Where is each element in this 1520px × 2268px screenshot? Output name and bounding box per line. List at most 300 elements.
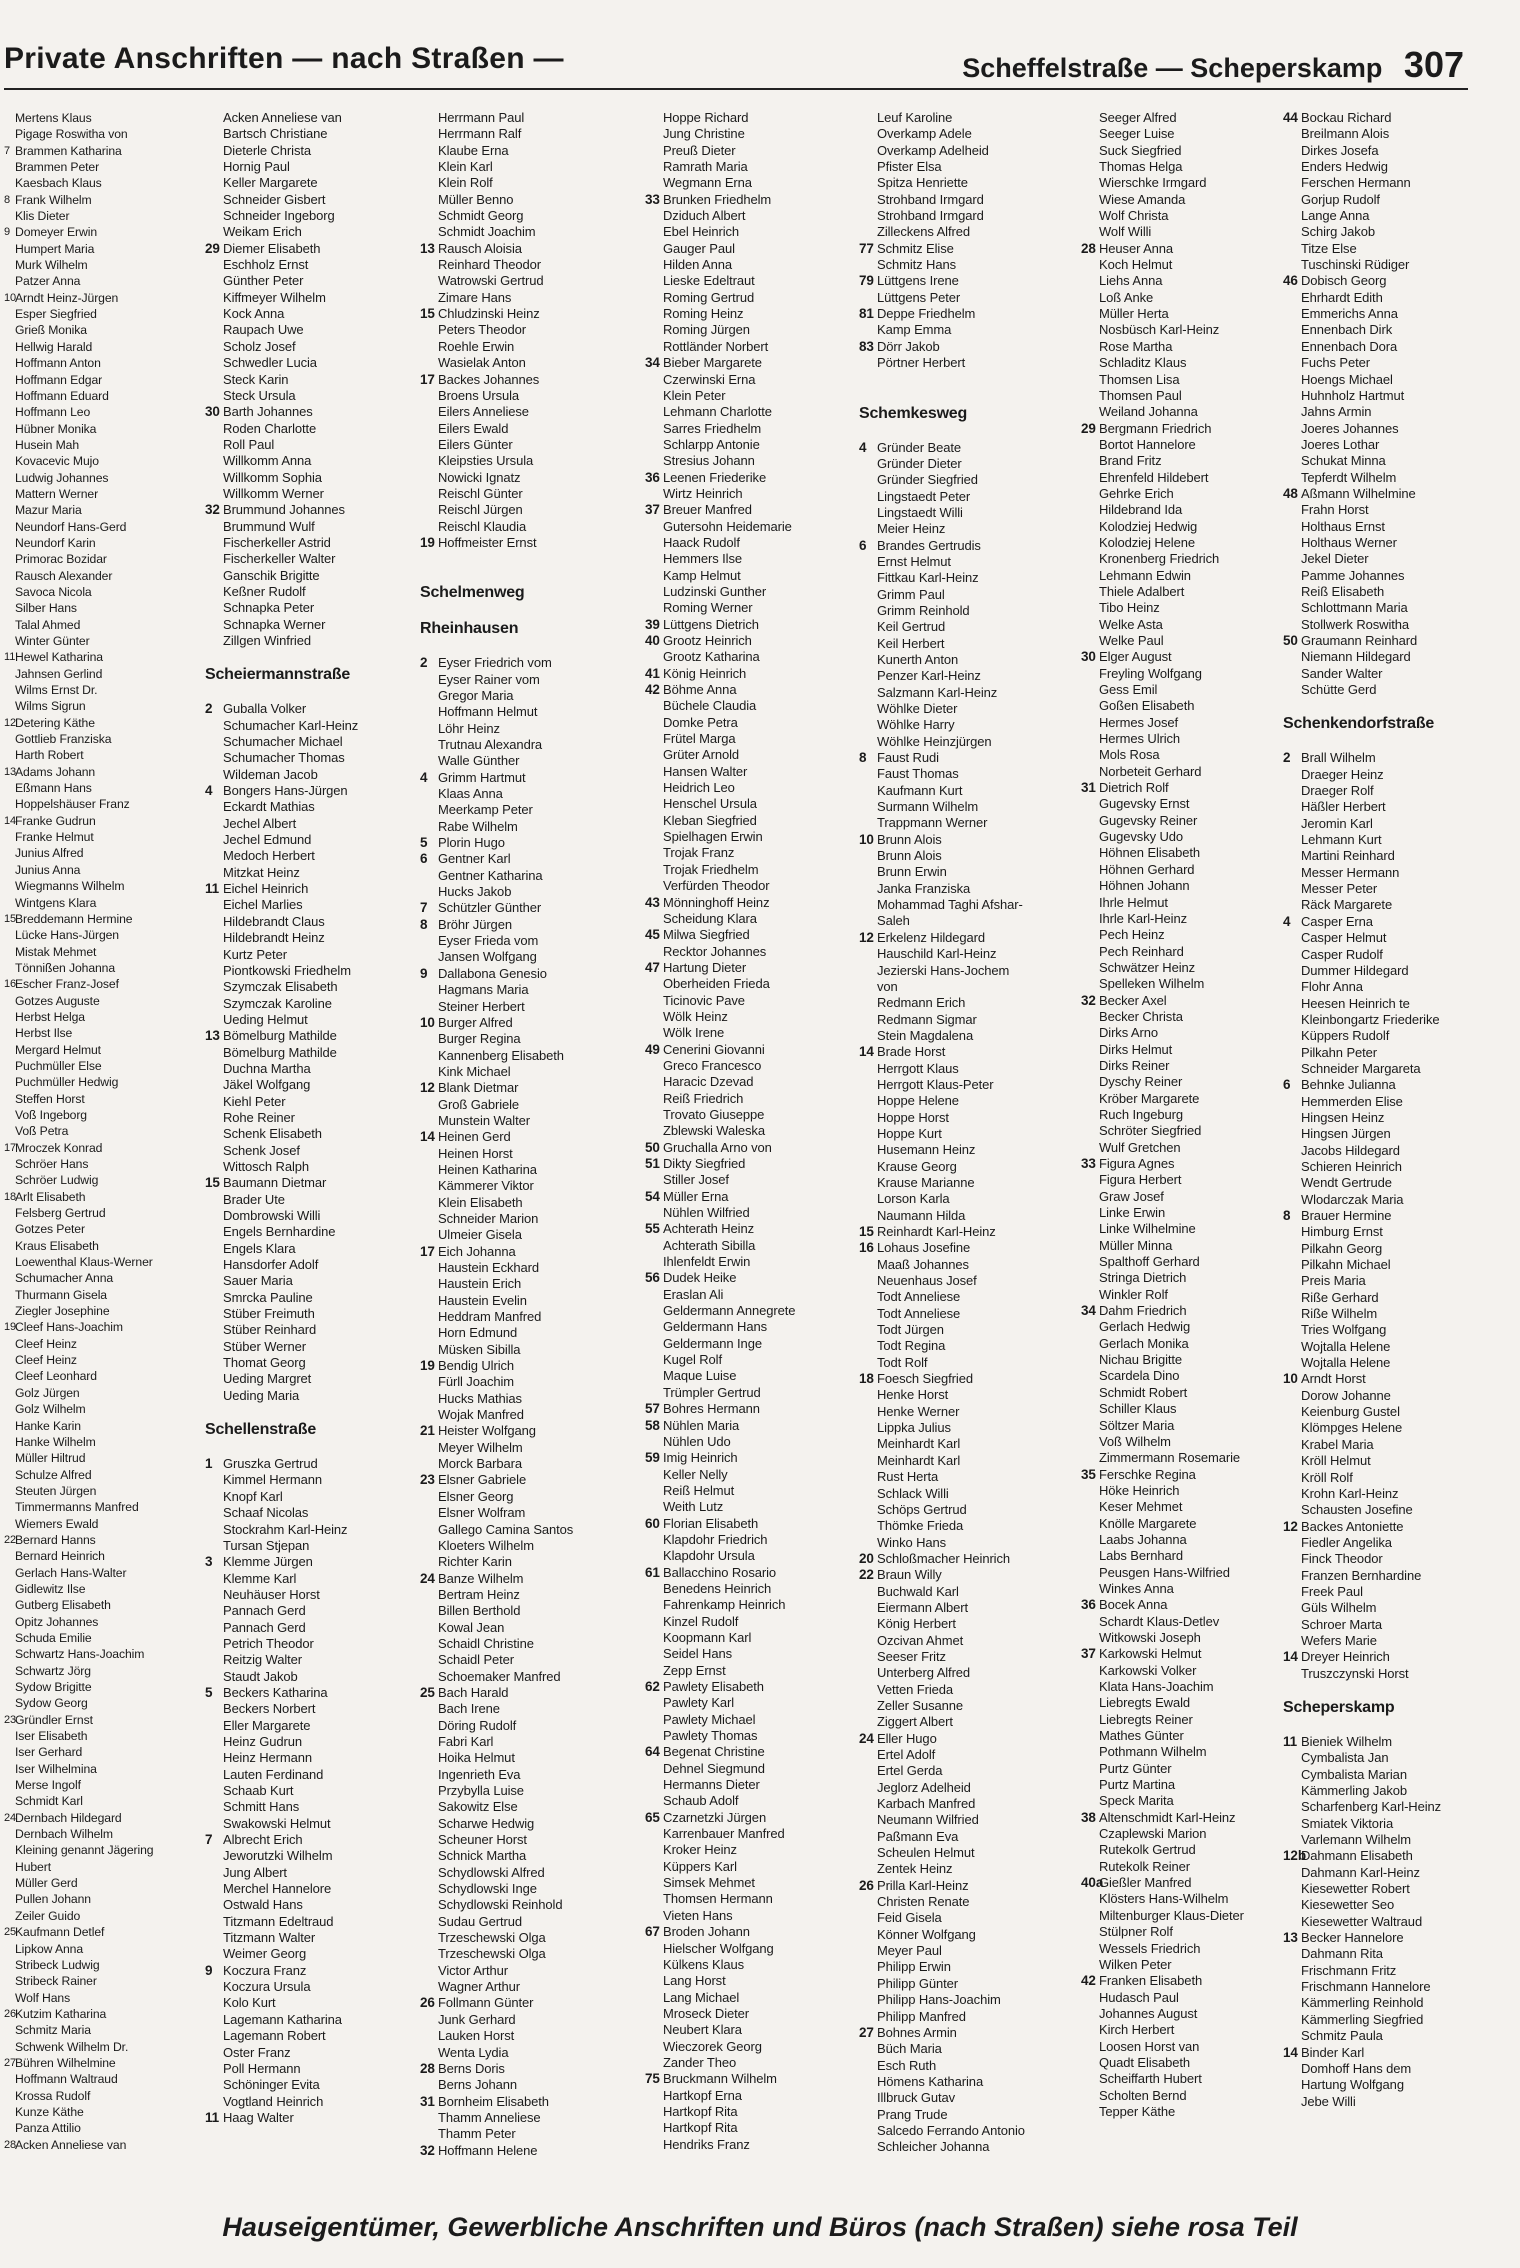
resident-name: Krohn Karl-Heinz: [1301, 1485, 1399, 1501]
directory-entry: [420, 1064, 634, 1080]
house-number: 15: [205, 1175, 220, 1191]
directory-entry: [859, 1306, 1073, 1322]
resident-name: Suck Siegfried: [1099, 142, 1182, 158]
resident-name: Brummund Wulf: [223, 518, 315, 534]
directory-entry: [4, 1744, 218, 1760]
directory-entry: [1283, 273, 1497, 289]
directory-entry: [1283, 1306, 1497, 1322]
directory-entry: [645, 241, 859, 257]
resident-name: Koczura Franz: [223, 1962, 307, 1978]
resident-name: Stribeck Ludwig: [15, 1957, 100, 1972]
resident-name: Titzmann Walter: [223, 1930, 316, 1946]
resident-name: Gerlach Monika: [1099, 1335, 1189, 1351]
directory-entry: [645, 1957, 859, 1973]
directory-entry: [205, 1734, 419, 1750]
resident-name: Husein Mah: [15, 437, 80, 452]
resident-name: Ticinovic Pave: [663, 992, 745, 1008]
resident-name: Gruszka Gertrud: [223, 1456, 318, 1472]
resident-name: Blank Dietmar: [438, 1080, 519, 1096]
directory-entry: [1283, 1061, 1497, 1077]
resident-name: Varlemann Wilhelm: [1301, 1832, 1412, 1848]
resident-name: Grootz Katharina: [663, 649, 760, 665]
directory-entry: [645, 1761, 859, 1777]
resident-name: Burger Alfred: [438, 1014, 513, 1030]
resident-name: Ehrenfeld Hildebert: [1099, 469, 1209, 485]
resident-name: Bertram Heinz: [438, 1586, 520, 1602]
resident-name: Dorow Johanne: [1301, 1387, 1391, 1403]
resident-name: Tuschinski Rüdiger: [1301, 257, 1410, 273]
resident-name: Christen Renate: [877, 1894, 970, 1910]
resident-name: Ziegler Josephine: [15, 1304, 110, 1319]
resident-name: Dirkes Josefa: [1301, 142, 1379, 158]
directory-entry: [4, 241, 218, 257]
directory-entry: [645, 895, 859, 911]
directory-entry: [4, 2071, 218, 2087]
resident-name: Weiland Johanna: [1099, 404, 1198, 420]
resident-name: Loß Anke: [1099, 289, 1154, 305]
house-number: 62: [645, 1679, 660, 1694]
resident-name: Herrgott Klaus: [877, 1060, 959, 1076]
directory-entry: [1283, 750, 1497, 766]
directory-entry: [4, 388, 218, 404]
resident-name: Todt Regina: [877, 1338, 946, 1354]
resident-name: Timmermanns Manfred: [15, 1500, 139, 1515]
directory-entry: [4, 257, 218, 273]
directory-entry: [4, 1287, 218, 1303]
resident-name: Ludwig Johannes: [15, 470, 109, 485]
directory-entry: [205, 2077, 419, 2093]
street-heading: Schemkesweg: [859, 404, 968, 422]
directory-entry: [645, 355, 859, 371]
directory-entry: [205, 1110, 419, 1126]
resident-name: Pannach Gerd: [223, 1619, 306, 1635]
resident-name: Fischerkeller Walter: [223, 551, 336, 567]
resident-name: Stockrahm Karl-Heinz: [223, 1521, 348, 1537]
directory-entry: [1081, 1712, 1295, 1728]
directory-entry: [1283, 1633, 1497, 1649]
directory-entry: [645, 1319, 859, 1335]
resident-name: Messer Hermann: [1301, 864, 1400, 880]
directory-entry: [645, 1499, 859, 1515]
directory-entry: [645, 1597, 859, 1613]
resident-name: Karrenbauer Manfred: [663, 1826, 785, 1842]
directory-entry: [645, 1483, 859, 1499]
resident-name: Victor Arthur: [438, 1962, 508, 1978]
directory-entry: [420, 126, 634, 142]
directory-entry: [205, 1538, 419, 1554]
resident-name: Czerwinski Erna: [663, 371, 756, 387]
resident-name: Kamp Emma: [877, 322, 952, 338]
directory-entry: [859, 1992, 1073, 2008]
street-heading: Schenkendorfstraße: [1283, 715, 1435, 733]
directory-entry: [859, 1486, 1073, 1502]
resident-name: Klein Elisabeth: [438, 1194, 523, 1210]
directory-entry: [1081, 1597, 1295, 1613]
resident-name: Thomsen Lisa: [1099, 371, 1180, 387]
spacer: [205, 685, 419, 701]
directory-entry: [205, 421, 419, 437]
directory-entry: [4, 1189, 218, 1205]
directory-entry: [859, 1420, 1073, 1436]
resident-name: Pech Heinz: [1099, 927, 1165, 943]
resident-name: Przybylla Luise: [438, 1783, 524, 1798]
directory-entry: [859, 489, 1073, 505]
resident-name: Scholten Bernd: [1099, 2087, 1187, 2103]
resident-name: Hermes Josef: [1099, 714, 1178, 730]
resident-name: Eraslan Ali: [663, 1286, 724, 1302]
resident-name: Henke Werner: [877, 1403, 960, 1419]
directory-entry: [1283, 1783, 1497, 1799]
resident-name: Gauger Paul: [663, 240, 735, 256]
resident-name: Kämmerling Siegfried: [1301, 2011, 1424, 2027]
directory-entry: [859, 963, 1073, 979]
directory-entry: [645, 780, 859, 796]
resident-name: Rottländer Norbert: [663, 338, 769, 354]
directory-entry: [645, 993, 859, 1009]
resident-name: Keienburg Gustel: [1301, 1404, 1400, 1420]
page-number: 307: [1403, 44, 1464, 85]
house-number: 44: [1283, 110, 1298, 125]
resident-name: Pothmann Wilhelm: [1099, 1744, 1207, 1760]
directory-entry: [4, 2120, 218, 2136]
house-number: 42: [1081, 1973, 1096, 1989]
directory-entry: [1081, 1744, 1295, 1760]
house-number: 10: [4, 291, 17, 304]
directory-entry: [1081, 551, 1295, 567]
resident-name: Winter Günter: [15, 634, 90, 648]
resident-name: Nühlen Maria: [663, 1417, 740, 1433]
house-number: 26: [859, 1877, 874, 1893]
directory-entry: [859, 652, 1073, 668]
resident-name: Hemmers Ilse: [663, 551, 742, 567]
directory-entry: [645, 1679, 859, 1695]
house-number: 11: [1283, 1733, 1298, 1749]
resident-name: Bohnes Armin: [877, 2024, 957, 2040]
resident-name: Eiermann Albert: [877, 1599, 968, 1615]
directory-entry: [645, 1581, 859, 1597]
resident-name: Heinz Hermann: [223, 1750, 313, 1766]
directory-entry: [420, 1652, 634, 1668]
resident-name: Jebe Willi: [1301, 2093, 1356, 2109]
resident-name: Acken Anneliese van: [223, 110, 342, 125]
resident-name: Elger August: [1099, 649, 1172, 665]
resident-name: Miltenburger Klaus-Dieter: [1099, 1907, 1244, 1923]
directory-entry: [1081, 1679, 1295, 1695]
directory-entry: [1081, 1336, 1295, 1352]
directory-entry: [645, 437, 859, 453]
directory-entry: [1081, 1319, 1295, 1335]
resident-name: Sydow Georg: [15, 1696, 88, 1711]
resident-name: Panza Attilio: [15, 2121, 81, 2136]
directory-entry: [859, 815, 1073, 831]
directory-entry: [1081, 2071, 1295, 2087]
directory-entry: [4, 1418, 218, 1434]
directory-entry: [1081, 976, 1295, 992]
directory-entry: [4, 976, 218, 992]
resident-name: Wagner Arthur: [438, 1979, 521, 1995]
house-number: 46: [1283, 273, 1298, 289]
directory-entry: [420, 1129, 634, 1145]
resident-name: Haustein Evelin: [438, 1292, 527, 1308]
house-number: 25: [420, 1684, 435, 1700]
house-number: 10: [859, 831, 874, 847]
directory-entry: [645, 502, 859, 518]
resident-name: Kolo Kurt: [223, 1995, 276, 2011]
resident-name: Lüttgens Peter: [877, 289, 961, 305]
directory-entry: [1081, 175, 1295, 191]
directory-entry: [859, 1812, 1073, 1828]
directory-entry: [4, 1875, 218, 1891]
directory-entry: [645, 470, 859, 486]
resident-name: Thomat Georg: [223, 1355, 306, 1371]
directory-entry: [1283, 208, 1497, 224]
resident-name: Emmerichs Anna: [1301, 306, 1398, 322]
resident-name: Meinhardt Karl: [877, 1452, 961, 1468]
directory-entry: [205, 241, 419, 257]
directory-entry: [1081, 649, 1295, 665]
resident-name: Klein Karl: [438, 159, 493, 175]
directory-entry: [4, 1679, 218, 1695]
resident-name: Zepp Ernst: [663, 1662, 726, 1678]
house-number: 28: [1081, 240, 1096, 256]
directory-entry: [645, 1172, 859, 1188]
house-number: 24: [859, 1730, 874, 1746]
house-number: 47: [645, 959, 660, 975]
resident-name: Heinen Katharina: [438, 1161, 537, 1177]
directory-entry: [4, 584, 218, 600]
resident-name: Holthaus Werner: [1301, 534, 1397, 550]
directory-entry: [645, 2022, 859, 2038]
resident-name: Backes Antoniette: [1301, 1518, 1404, 1534]
resident-name: Seeger Luise: [1099, 126, 1175, 142]
resident-name: Kock Anna: [223, 306, 285, 322]
directory-entry: [1283, 486, 1497, 502]
directory-entry: [205, 750, 419, 766]
resident-name: Billen Berthold: [438, 1603, 521, 1619]
directory-entry: [420, 2077, 634, 2093]
directory-entry: [859, 290, 1073, 306]
directory-entry: [645, 192, 859, 208]
directory-entry: [645, 813, 859, 829]
directory-entry: [645, 1091, 859, 1107]
resident-name: Rabe Wilhelm: [438, 818, 518, 834]
resident-name: Lauken Horst: [438, 2028, 515, 2044]
resident-name: Schmitz Hans: [877, 257, 956, 273]
directory-entry: [1081, 1091, 1295, 1107]
house-number: 6: [420, 851, 428, 867]
resident-name: Messer Peter: [1301, 881, 1378, 897]
directory-entry: [205, 470, 419, 486]
directory-entry: [205, 1061, 419, 1077]
house-number: 8: [1283, 1208, 1291, 1223]
resident-name: Holthaus Ernst: [1301, 518, 1385, 534]
spacer: [420, 603, 634, 619]
directory-entry: [4, 143, 218, 159]
resident-name: Roming Heinz: [663, 306, 744, 322]
house-number: 2: [205, 701, 213, 717]
resident-name: Kämmerer Viktor: [438, 1178, 534, 1194]
directory-entry: [1283, 224, 1497, 240]
resident-name: Kunerth Anton: [877, 651, 959, 667]
resident-name: Wölk Irene: [663, 1025, 725, 1041]
resident-name: Löhr Heinz: [438, 720, 500, 736]
resident-name: Liebregts Reiner: [1099, 1711, 1193, 1727]
resident-name: Schladitz Klaus: [1099, 355, 1187, 371]
house-number: 12: [1283, 1518, 1298, 1534]
directory-entry: [1081, 322, 1295, 338]
directory-entry: [1081, 796, 1295, 812]
directory-entry: [645, 1777, 859, 1793]
resident-name: Kronenberg Friedrich: [1099, 551, 1220, 567]
resident-name: Thomsen Paul: [1099, 387, 1182, 403]
resident-name: Fuchs Peter: [1301, 355, 1370, 371]
directory-entry: [1081, 1238, 1295, 1254]
directory-entry: [420, 437, 634, 453]
directory-entry: [1081, 1385, 1295, 1401]
resident-name: Weimer Georg: [223, 1946, 307, 1962]
resident-name: Schardt Klaus-Detlev: [1099, 1613, 1220, 1629]
street-heading: Scheiermannstraße: [205, 666, 351, 684]
resident-name: Weikam Erich: [223, 224, 302, 240]
house-number: 28: [4, 2138, 17, 2151]
resident-name: Mattern Werner: [15, 486, 99, 501]
directory-entry: [1283, 1568, 1497, 1584]
directory-entry: [4, 519, 218, 535]
directory-entry: [205, 1143, 419, 1159]
resident-name: Meerkamp Peter: [438, 802, 533, 818]
directory-entry: [859, 1404, 1073, 1420]
resident-name: Karkowski Helmut: [1099, 1646, 1202, 1662]
resident-name: Jechel Albert: [223, 815, 297, 831]
resident-name: Breilmann Alois: [1301, 126, 1390, 142]
resident-name: Cleef Hans-Joachim: [15, 1320, 123, 1335]
resident-name: Kannenberg Elisabeth: [438, 1047, 564, 1063]
resident-name: Hartung Wolfgang: [1301, 2077, 1404, 2093]
resident-name: Mohammad Taghi Afshar-: [877, 897, 1023, 913]
directory-entry: [420, 110, 634, 126]
resident-name: Wendt Gertrude: [1301, 1175, 1392, 1191]
resident-name: Golz Wilhelm: [15, 1402, 86, 1417]
resident-name: Todt Rolf: [877, 1354, 928, 1370]
resident-name: Heinz Gudrun: [223, 1733, 303, 1749]
directory-entry: [205, 1750, 419, 1766]
house-number: 33: [645, 191, 660, 207]
resident-name: Neundorf Karin: [15, 535, 96, 550]
resident-name: Illbruck Gutav: [877, 2090, 956, 2106]
directory-entry: [1283, 290, 1497, 306]
directory-entry: [205, 1077, 419, 1093]
directory-entry: [1081, 257, 1295, 273]
directory-entry: [4, 1025, 218, 1041]
resident-name: Broens Ursula: [438, 387, 520, 403]
directory-entry: [1081, 1483, 1295, 1499]
resident-name: Stollwerk Roswitha: [1301, 616, 1410, 632]
resident-name: Schwartz Hans-Joachim: [15, 1647, 145, 1662]
resident-name: Thamm Peter: [438, 2126, 516, 2142]
resident-name: Reiß Helmut: [663, 1482, 735, 1498]
directory-entry: [1081, 960, 1295, 976]
resident-name: Reinhard Theodor: [438, 257, 541, 273]
directory-entry: [1081, 1107, 1295, 1123]
resident-name: Kolodziej Hedwig: [1099, 518, 1198, 534]
directory-entry: [645, 1941, 859, 1957]
directory-entry: [205, 897, 419, 913]
house-number: 31: [1081, 780, 1096, 796]
resident-name: Steiner Herbert: [438, 998, 525, 1014]
directory-entry: [205, 2061, 419, 2077]
resident-name: Vogtland Heinrich: [223, 2093, 324, 2109]
resident-name: Witkowski Joseph: [1099, 1629, 1201, 1645]
resident-name: Riße Wilhelm: [1301, 1306, 1378, 1322]
directory-entry: [1283, 1832, 1497, 1848]
resident-name: Hoffmann Helmut: [438, 704, 538, 720]
directory-entry: [1081, 1058, 1295, 1074]
resident-name: Rausch Aloisia: [438, 240, 522, 256]
house-number: 24: [4, 1811, 17, 1824]
directory-entry: [1081, 404, 1295, 420]
resident-name: Räck Margarete: [1301, 897, 1393, 913]
directory-entry: [4, 1826, 218, 1842]
directory-entry: [4, 1499, 218, 1515]
directory-entry: [420, 290, 634, 306]
resident-name: Grootz Heinrich: [663, 633, 752, 648]
resident-name: Lücke Hans-Jürgen: [15, 928, 119, 943]
resident-name: Talal Ahmed: [15, 617, 81, 632]
resident-name: Meyer Paul: [877, 1943, 942, 1959]
directory-entry: [645, 257, 859, 273]
resident-name: Wöhlke Dieter: [877, 701, 958, 716]
resident-name: Kinzel Rudolf: [663, 1613, 739, 1629]
resident-name: Mistak Mehmet: [15, 944, 97, 959]
resident-name: Heidrich Leo: [663, 780, 735, 796]
directory-entry: [4, 2137, 218, 2153]
directory-entry: [1081, 1140, 1295, 1156]
directory-entry: [205, 322, 419, 338]
resident-name: Becker Axel: [1099, 992, 1167, 1008]
resident-name: Hoppe Kurt: [877, 1125, 942, 1141]
resident-name: Thomsen Hermann: [663, 1891, 773, 1907]
directory-entry: [205, 2110, 419, 2126]
resident-name: Petrich Theodor: [223, 1635, 314, 1651]
resident-name: Zentek Heinz: [877, 1861, 953, 1877]
directory-entry: [205, 2012, 419, 2028]
directory-entry: [1081, 470, 1295, 486]
resident-name: Schydlowski Inge: [438, 1881, 537, 1897]
resident-name: Mönninghoff Heinz: [663, 894, 770, 910]
resident-name: Kröll Rolf: [1301, 1469, 1353, 1485]
directory-entry: [205, 224, 419, 240]
directory-entry: [205, 617, 419, 633]
directory-entry: [645, 306, 859, 322]
directory-entry: [859, 110, 1073, 126]
house-number: 14: [4, 814, 17, 827]
directory-entry: [645, 535, 859, 551]
resident-name: Müller Hiltrud: [15, 1451, 86, 1466]
directory-entry: [420, 1881, 634, 1897]
resident-name: Herrmann Paul: [438, 110, 525, 125]
directory-entry: [1081, 1842, 1295, 1858]
house-number: 83: [859, 338, 874, 354]
directory-entry: [859, 1142, 1073, 1158]
resident-name: Hendriks Franz: [663, 2136, 750, 2152]
resident-name: Franzen Bernhardine: [1301, 1567, 1422, 1583]
resident-name: Todt Anneliese: [877, 1289, 961, 1305]
resident-name: Söltzer Maria: [1099, 1417, 1175, 1433]
directory-entry: [1081, 698, 1295, 714]
house-number: 26: [420, 1995, 435, 2011]
header-rule: [4, 88, 1468, 90]
resident-name: Speck Marita: [1099, 1793, 1174, 1809]
